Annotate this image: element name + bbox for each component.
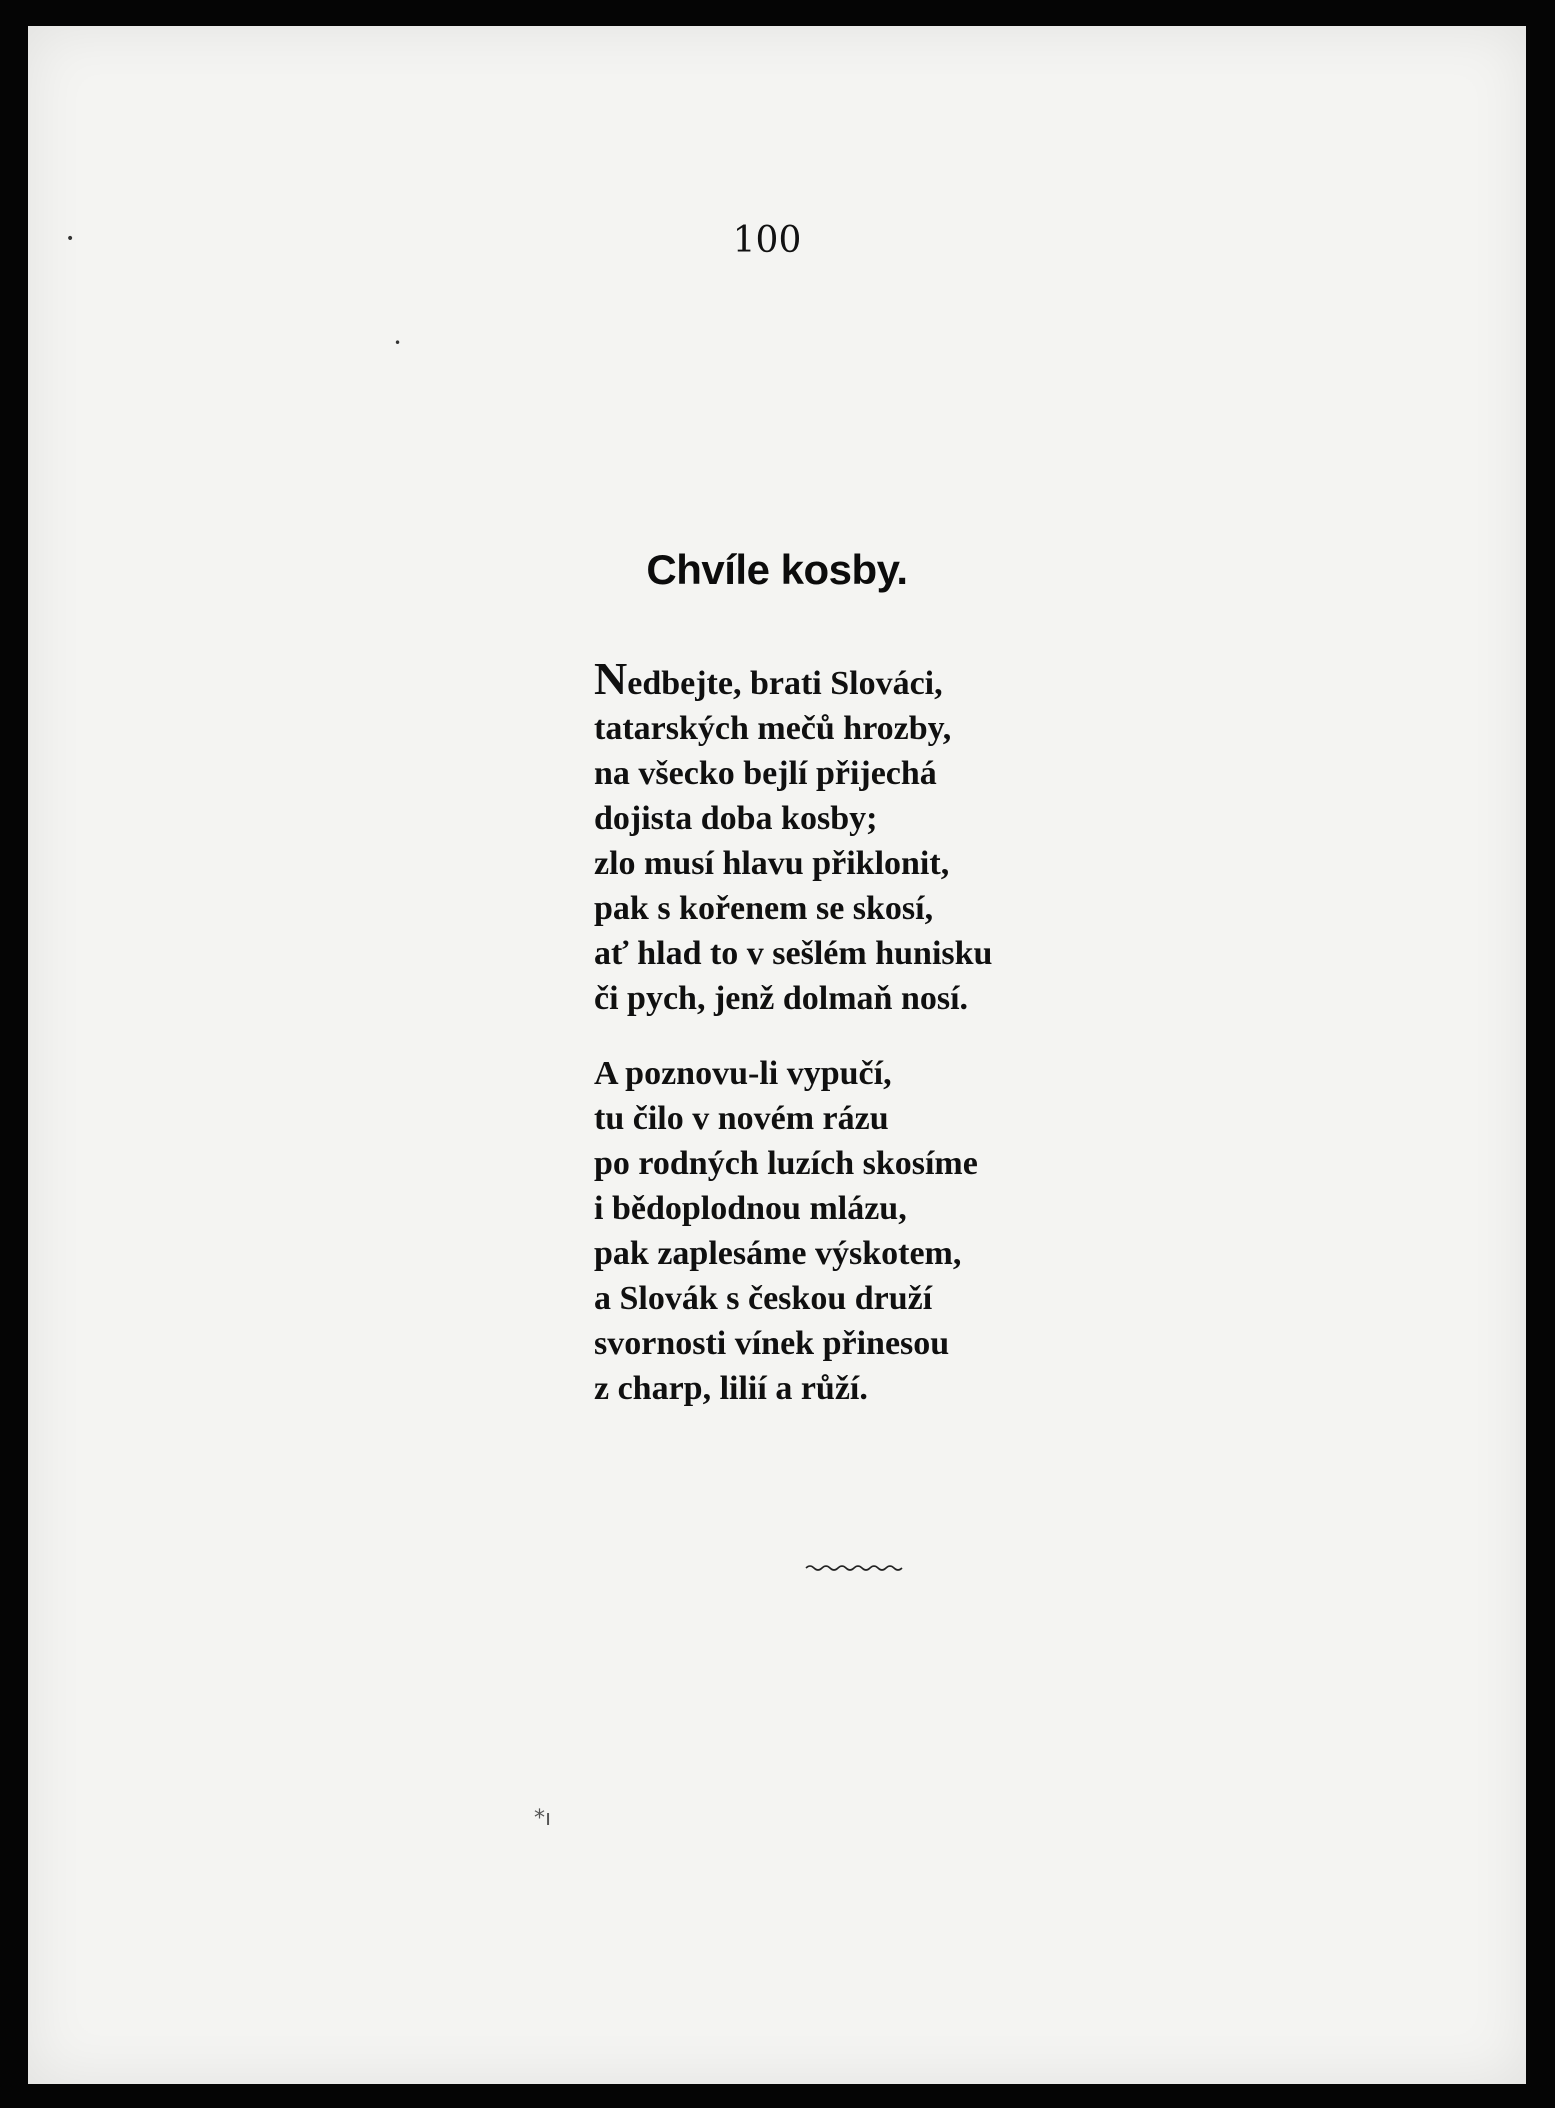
poem-line: tu čilo v novém rázu	[594, 1100, 889, 1137]
poem-line-rest: edbejte, brati Slováci,	[627, 665, 943, 702]
poem-line: A poznovu-li vypučí,	[594, 1055, 892, 1092]
poem-line: na všecko bejlí přijechá	[594, 755, 937, 792]
poem-line: ať hlad to v sešlém hunisku	[594, 935, 993, 972]
wavy-rule-ornament	[804, 1561, 904, 1575]
poem-title: Chvíle kosby.	[646, 546, 908, 593]
poem-line: svornosti vínek přinesou	[594, 1325, 950, 1362]
poem-line: zlo musí hlavu přiklonit,	[594, 845, 950, 882]
page-speck: •	[394, 336, 402, 350]
book-page	[28, 26, 1526, 2084]
stanza-2	[594, 1051, 992, 1411]
poem-body	[594, 653, 993, 1411]
poem-line: tatarských mečů hrozby,	[594, 710, 952, 747]
poem-line	[594, 653, 992, 706]
poem-line: či pych, jenž dolmaň nosí.	[594, 980, 969, 1017]
initial-letter: N	[594, 653, 628, 704]
stanza-1	[594, 653, 993, 1021]
poem-line: dojista doba kosby;	[594, 800, 878, 837]
poem-line: i bědoplodnou mlázu,	[594, 1190, 907, 1227]
poem-line: pak s kořenem se skosí,	[594, 890, 934, 927]
poem-line: po rodných luzích skosíme	[594, 1145, 978, 1182]
page-speck: •	[66, 231, 75, 247]
page-number: 100	[732, 220, 802, 261]
poem-line: a Slovák s českou druží	[594, 1280, 933, 1317]
poem-line: pak zaplesáme výskotem,	[594, 1235, 962, 1272]
poem-line: z charp, lilií a růží.	[594, 1370, 868, 1407]
page-speck: *ı	[534, 1806, 552, 1831]
